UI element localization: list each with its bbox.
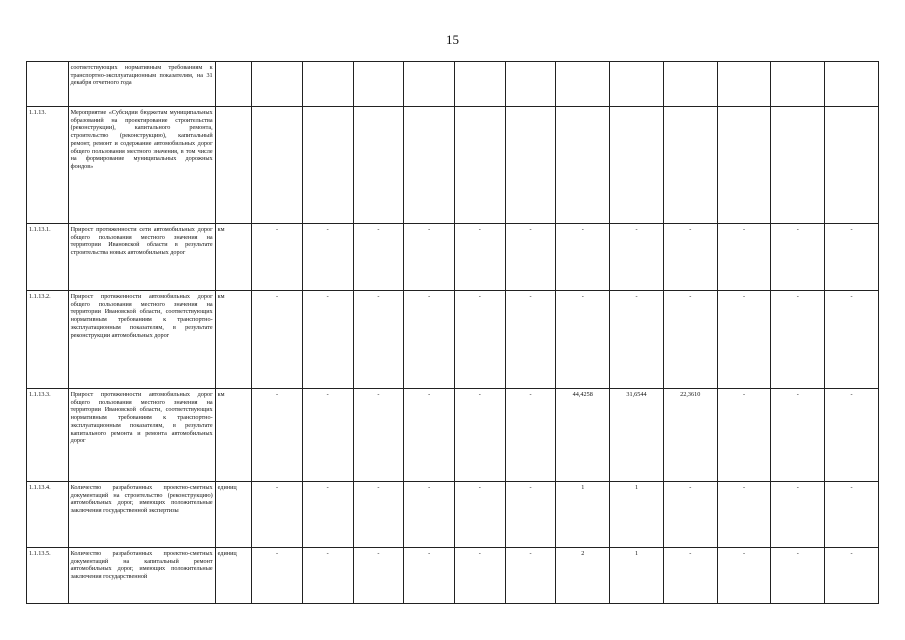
value-cell [454, 62, 505, 107]
value-cell: - [771, 482, 825, 548]
value-cell [610, 62, 664, 107]
value-cell: - [505, 482, 556, 548]
indicators-table [26, 61, 879, 604]
value-cell: 22,3610 [663, 389, 717, 482]
value-cell [556, 107, 610, 224]
row-description: Количество разработанных проектно-сметных документаций на строительство (реконструкцию) автомобильных дорог, имеющих положительные заключения государственной экспертизы [68, 482, 215, 548]
table-row [27, 548, 879, 604]
value-cell [302, 62, 353, 107]
row-description: Мероприятие «Субсидии бюджетам муниципальных образований на проектирование строительства (реконструкции), капитального ремонта, строительство (реконструкцию), капитальный ремонт, ремонт и содержание автомобильных дорог общего пользования местного значения, в том числе на формирование муниципальных дорожных фондов» [68, 107, 215, 224]
value-cell: - [454, 291, 505, 389]
row-number: 1.1.13.4. [27, 482, 69, 548]
row-unit: км [215, 389, 252, 482]
row-description: соответствующих нормативным требованиям к транспортно-эксплуатационным показателям, на 31 декабря отчетного года [68, 62, 215, 107]
value-cell [825, 107, 879, 224]
table-row [27, 107, 879, 224]
value-cell: - [302, 389, 353, 482]
value-cell: - [353, 291, 404, 389]
value-cell [252, 62, 303, 107]
value-cell: - [302, 224, 353, 291]
value-cell: - [353, 224, 404, 291]
value-cell: - [717, 291, 771, 389]
value-cell [252, 107, 303, 224]
value-cell: 1 [610, 482, 664, 548]
value-cell: 1 [610, 548, 664, 604]
table-row [27, 224, 879, 291]
row-number: 1.1.13.1. [27, 224, 69, 291]
row-unit: км [215, 291, 252, 389]
row-number: 1.1.13. [27, 107, 69, 224]
table-row [27, 389, 879, 482]
value-cell: - [556, 291, 610, 389]
value-cell: - [717, 548, 771, 604]
value-cell: - [454, 389, 505, 482]
value-cell: - [252, 224, 303, 291]
value-cell: - [353, 548, 404, 604]
value-cell: 44,4258 [556, 389, 610, 482]
value-cell [505, 107, 556, 224]
value-cell: - [825, 224, 879, 291]
value-cell [771, 62, 825, 107]
row-unit: единиц [215, 482, 252, 548]
value-cell [663, 62, 717, 107]
row-unit: км [215, 224, 252, 291]
page-number: 15 [446, 32, 459, 47]
row-unit [215, 62, 252, 107]
value-cell [717, 107, 771, 224]
value-cell [771, 107, 825, 224]
value-cell: - [610, 224, 664, 291]
value-cell [505, 62, 556, 107]
value-cell: - [302, 548, 353, 604]
value-cell: - [663, 291, 717, 389]
value-cell: - [454, 482, 505, 548]
row-description: Прирост протяженности автомобильных дорог общего пользования местного значения на территории Ивановской области, соответствующих нормативным требованиям к транспортно-эксплуатационным показателям, в результате реконструкции автомобильных дорог [68, 291, 215, 389]
row-number: 1.1.13.3. [27, 389, 69, 482]
value-cell: - [717, 224, 771, 291]
value-cell: 31,6544 [610, 389, 664, 482]
row-number: 1.1.13.5. [27, 548, 69, 604]
value-cell: - [252, 389, 303, 482]
row-number: 1.1.13.2. [27, 291, 69, 389]
value-cell: - [505, 389, 556, 482]
value-cell: - [404, 389, 455, 482]
value-cell: - [825, 291, 879, 389]
value-cell: - [252, 482, 303, 548]
value-cell: - [454, 224, 505, 291]
value-cell [404, 107, 455, 224]
value-cell: - [717, 482, 771, 548]
value-cell: - [353, 482, 404, 548]
value-cell: - [252, 291, 303, 389]
value-cell [353, 107, 404, 224]
value-cell: - [505, 291, 556, 389]
value-cell: - [825, 548, 879, 604]
value-cell: - [771, 389, 825, 482]
table-row [27, 291, 879, 389]
value-cell [663, 107, 717, 224]
value-cell: - [610, 291, 664, 389]
row-unit: единиц [215, 548, 252, 604]
value-cell: - [663, 482, 717, 548]
value-cell [454, 107, 505, 224]
value-cell: - [825, 482, 879, 548]
value-cell: - [404, 482, 455, 548]
value-cell: - [302, 482, 353, 548]
table-row [27, 482, 879, 548]
value-cell: - [404, 548, 455, 604]
value-cell: - [404, 224, 455, 291]
table-row [27, 62, 879, 107]
row-unit [215, 107, 252, 224]
value-cell: - [771, 548, 825, 604]
value-cell [610, 107, 664, 224]
row-description: Прирост протяженности сети автомобильных дорог общего пользования местного значения на территории Ивановской области в результате строительства новых автомобильных дорог [68, 224, 215, 291]
value-cell: - [663, 224, 717, 291]
value-cell: 1 [556, 482, 610, 548]
value-cell: - [353, 389, 404, 482]
value-cell: 2 [556, 548, 610, 604]
value-cell [302, 107, 353, 224]
value-cell [556, 62, 610, 107]
value-cell: - [717, 389, 771, 482]
value-cell: - [252, 548, 303, 604]
value-cell: - [556, 224, 610, 291]
row-description: Прирост протяженности автомобильных дорог общего пользования местного значения на территории Ивановской области, соответствующих нормативным требованиям к транспортно-эксплуатационным показателям, в результате капитального ремонта и ремонта автомобильных дорог [68, 389, 215, 482]
value-cell [717, 62, 771, 107]
value-cell: - [771, 291, 825, 389]
value-cell [825, 62, 879, 107]
value-cell: - [404, 291, 455, 389]
value-cell [404, 62, 455, 107]
value-cell: - [825, 389, 879, 482]
value-cell [353, 62, 404, 107]
value-cell: - [663, 548, 717, 604]
value-cell: - [505, 224, 556, 291]
value-cell: - [771, 224, 825, 291]
row-description: Количество разработанных проектно-сметных документаций на капитальный ремонт автомобильных дорог, имеющих положительные заключения государственной [68, 548, 215, 604]
row-number [27, 62, 69, 107]
value-cell: - [302, 291, 353, 389]
value-cell: - [454, 548, 505, 604]
value-cell: - [505, 548, 556, 604]
